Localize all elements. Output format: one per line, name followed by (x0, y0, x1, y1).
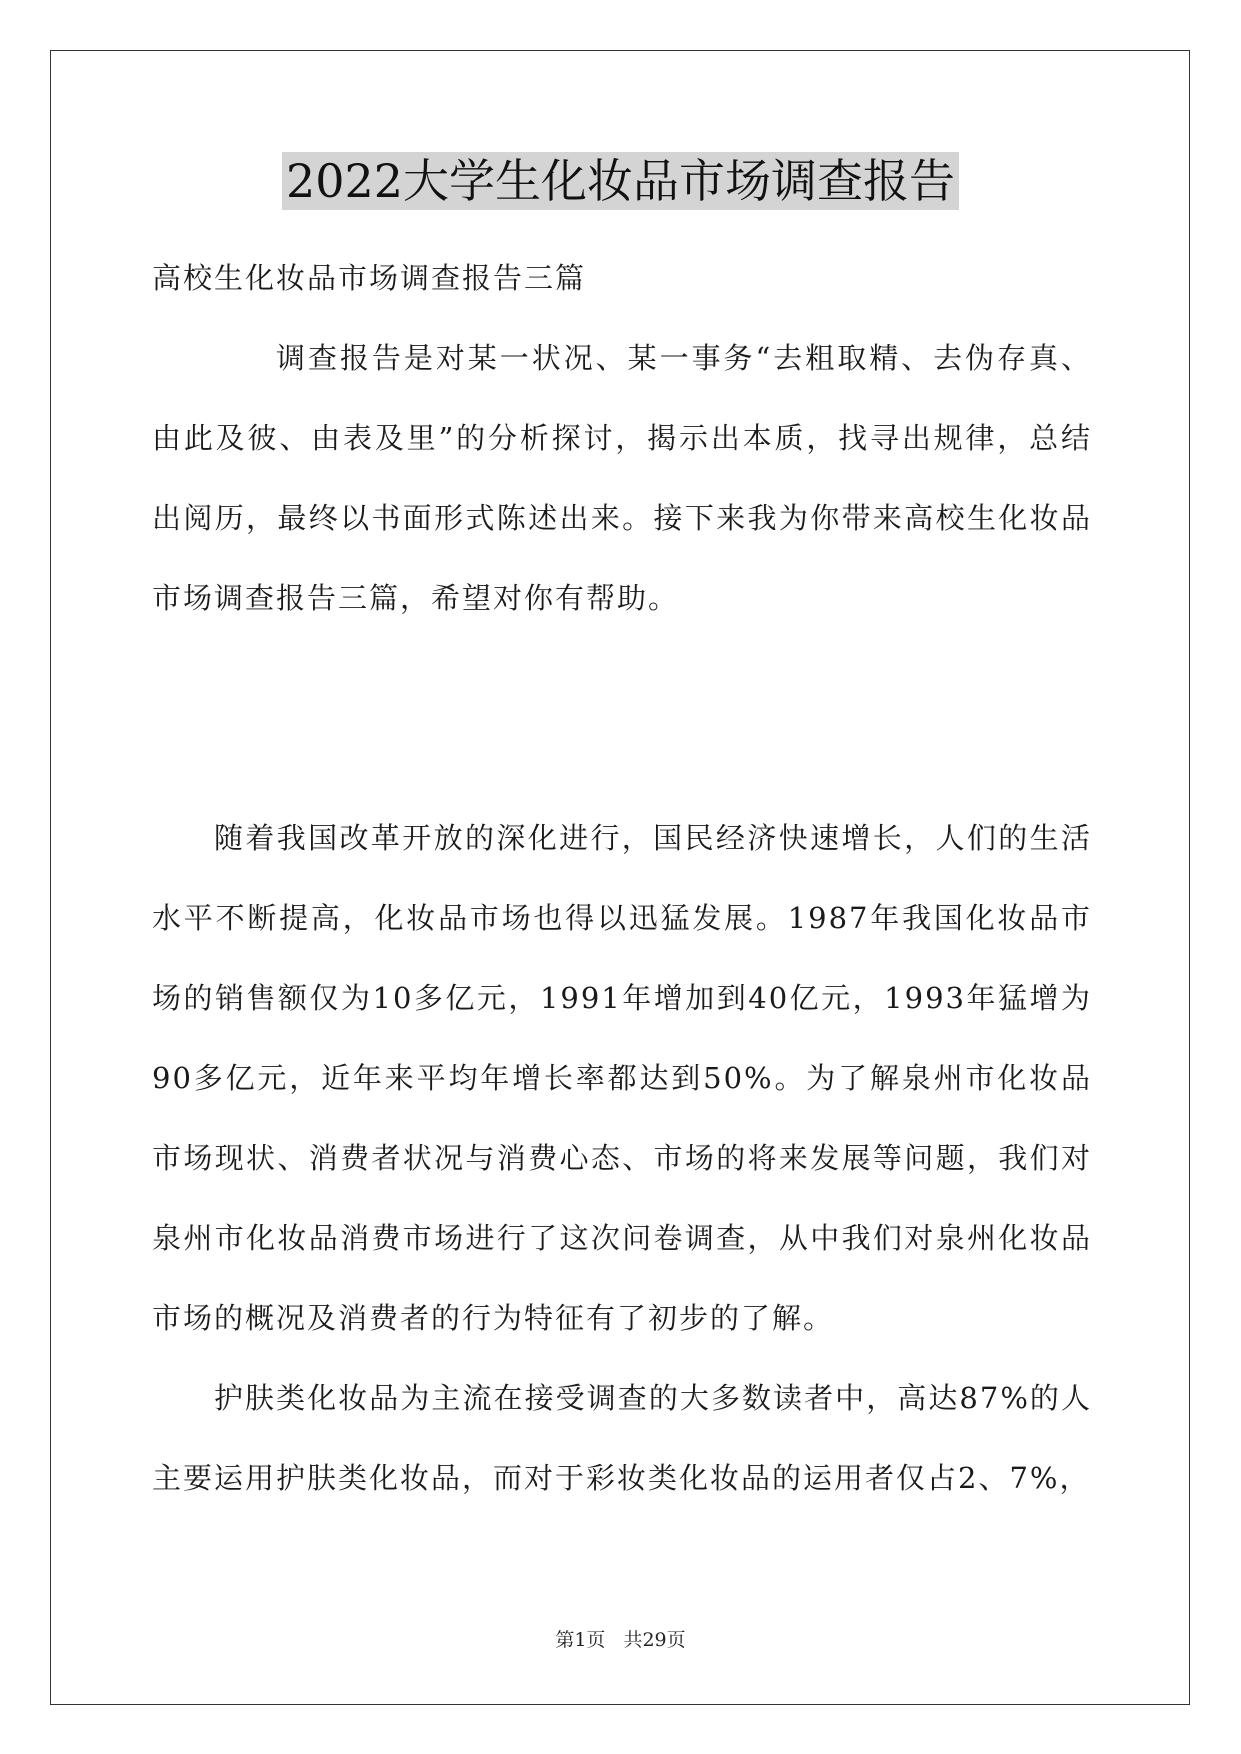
document-body (152, 238, 1092, 1518)
title-container (0, 152, 1241, 210)
document-title: 2022大学生化妆品市场调查报告 (282, 152, 959, 210)
paragraph-skincare: 护肤类化妆品为主流在接受调查的大多数读者中，高达87%的人主要运用护肤类化妆品，而对于彩妆类化妆品的运用者仅占2、7%， (152, 1381, 1092, 1495)
page-footer (0, 1625, 1241, 1652)
page-total: 共29页 (623, 1629, 686, 1651)
paragraph-intro: 调查报告是对某一状况、某一事务“去粗取精、去伪存真、由此及彼、由表及里”的分析探讨，揭示出本质，找寻出规律，总结出阅历，最终以书面形式陈述出来。接下来我为你带来高校生化妆品市场调查报告三篇，希望对你有帮助。 (152, 341, 1092, 615)
paragraph-spacer (152, 638, 1092, 798)
paragraph-market-growth: 随着我国改革开放的深化进行，国民经济快速增长，人们的生活水平不断提高，化妆品市场也得以迅猛发展。1987年我国化妆品市场的销售额仅为10多亿元，1991年增加到40亿元，1993年猛增为90多亿元，近年来平均年增长率都达到50%。为了解泉州市化妆品市场现状、消费者状况与消费心态、市场的将来发展等问题，我们对泉州市化妆品消费市场进行了这次问卷调查，从中我们对泉州化妆品市场的概况及消费者的行为特征有了初步的了解。 (152, 821, 1092, 1335)
page-number: 第1页 (555, 1629, 606, 1651)
document-subtitle: 高校生化妆品市场调查报告三篇 (152, 261, 587, 295)
